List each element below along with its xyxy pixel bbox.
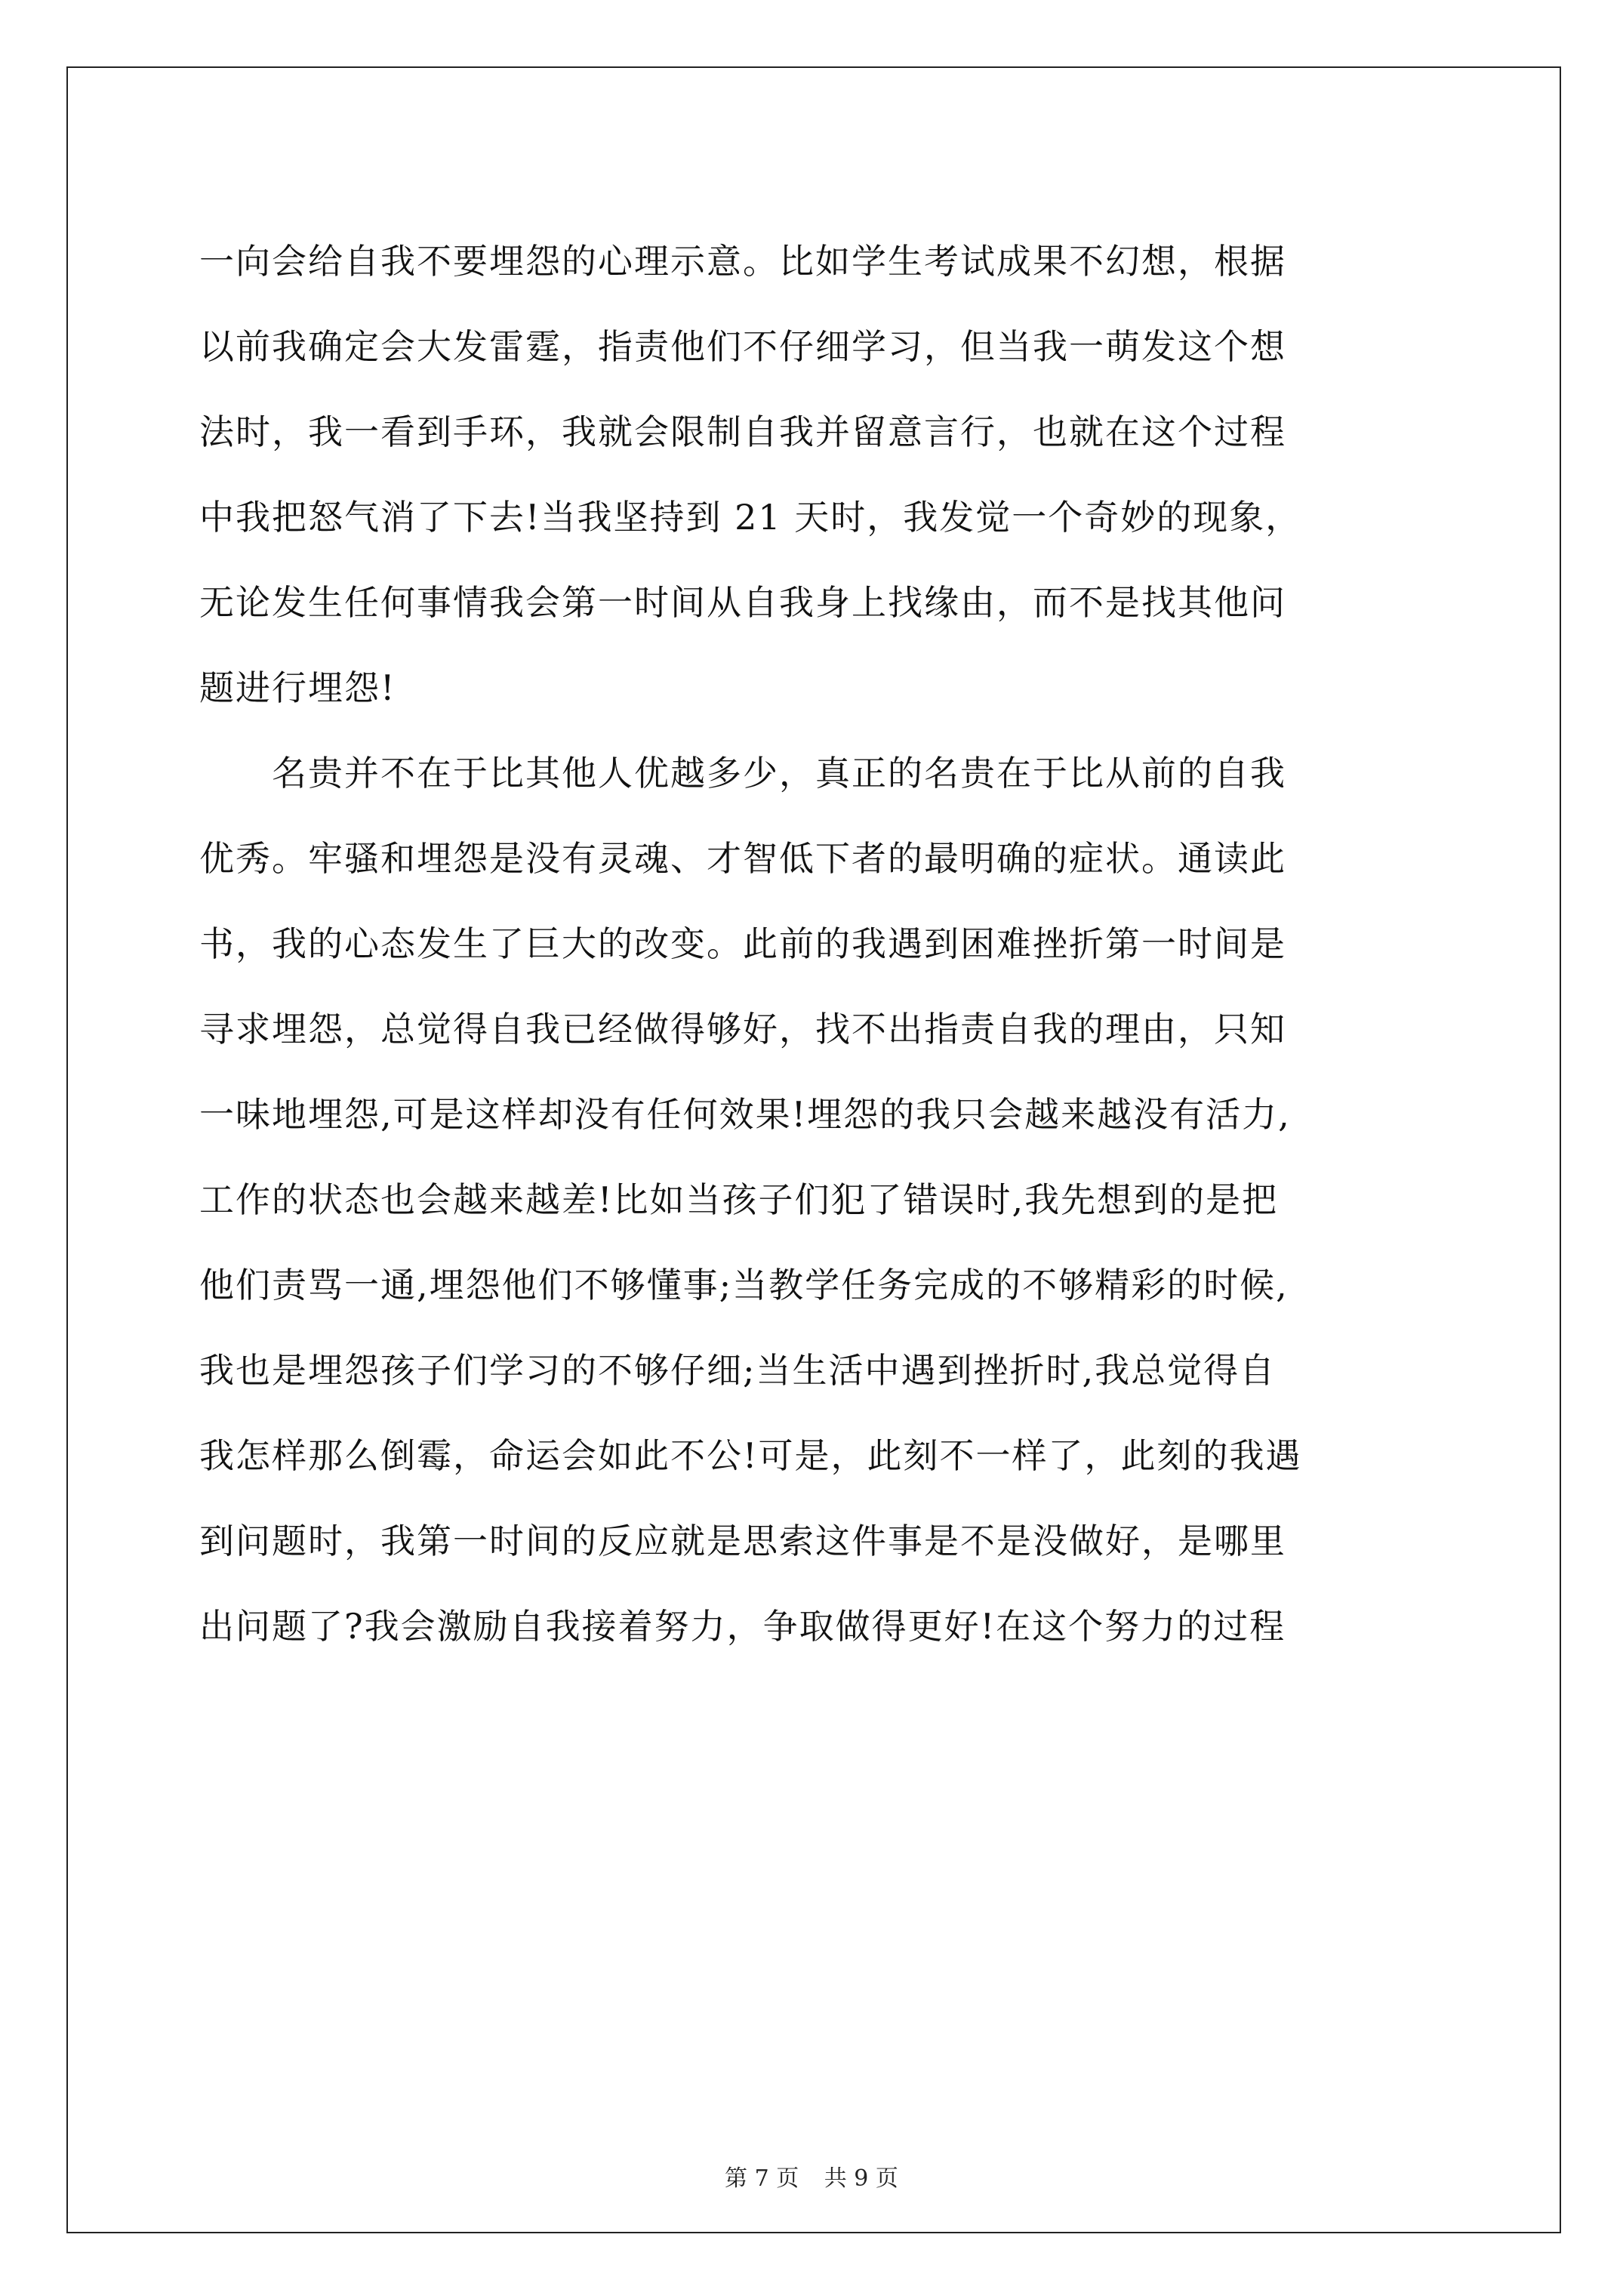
text-line: 我怎样那么倒霉，命运会如此不公!可是，此刻不一样了，此刻的我遇 bbox=[199, 1435, 1302, 1476]
text-line: 我也是埋怨孩子们学习的不够仔细;当生活中遇到挫折时,我总觉得自 bbox=[199, 1350, 1277, 1391]
page-footer bbox=[0, 2159, 1623, 2193]
text-line: 工作的状态也会越来越差!比如当孩子们犯了错误时,我先想到的是把 bbox=[199, 1179, 1279, 1220]
text-line: 法时，我一看到手环，我就会限制自我并留意言行，也就在这个过程 bbox=[199, 411, 1286, 452]
text-line: 中我把怒气消了下去!当我坚持到 21 天时，我发觉一个奇妙的现象， bbox=[199, 497, 1302, 538]
page-number: 第 7 页 bbox=[725, 2165, 799, 2192]
text-line: 名贵并不在于比其他人优越多少，真正的名贵在于比从前的自我 bbox=[199, 753, 1286, 794]
text-line: 一味地埋怨,可是这样却没有任何效果!埋怨的我只会越来越没有活力, bbox=[199, 1094, 1291, 1135]
text-line: 寻求埋怨，总觉得自我已经做得够好，找不出指责自我的理由，只知 bbox=[199, 1009, 1286, 1049]
text-line: 优秀。牢骚和埋怨是没有灵魂、才智低下者的最明确的症状。通读此 bbox=[199, 838, 1286, 879]
text-line: 书，我的心态发生了巨大的改变。此前的我遇到困难挫折第一时间是 bbox=[199, 923, 1286, 964]
text-line: 他们责骂一通,埋怨他们不够懂事;当教学任务完成的不够精彩的时候, bbox=[199, 1265, 1289, 1305]
text-line: 以前我确定会大发雷霆，指责他们不仔细学习，但当我一萌发这个想 bbox=[199, 326, 1286, 367]
text-line: 出问题了?我会激励自我接着努力，争取做得更好!在这个努力的过程 bbox=[199, 1606, 1286, 1647]
text-line: 到问题时，我第一时间的反应就是思索这件事是不是没做好，是哪里 bbox=[199, 1521, 1286, 1561]
text-line: 一向会给自我不要埋怨的心理示意。比如学生考试成果不幻想，根据 bbox=[199, 241, 1286, 282]
page-total: 共 9 页 bbox=[824, 2165, 898, 2192]
text-line: 题进行埋怨! bbox=[199, 667, 396, 708]
document-body bbox=[199, 219, 1437, 1669]
text-line: 无论发生任何事情我会第一时间从自我身上找缘由，而不是找其他问 bbox=[199, 582, 1286, 623]
